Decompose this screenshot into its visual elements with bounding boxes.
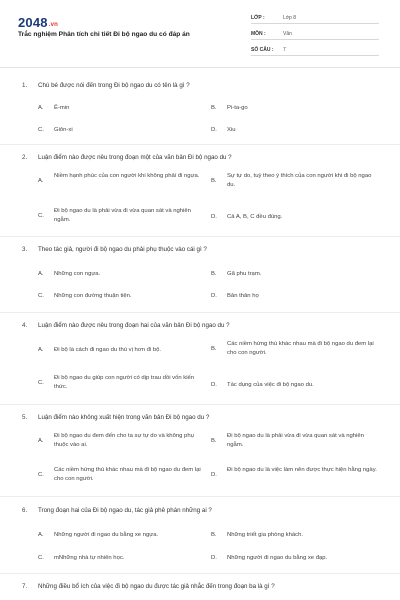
site-logo[interactable] bbox=[18, 15, 58, 30]
page-header bbox=[0, 0, 400, 66]
info-label: SỐ CÂU : bbox=[251, 47, 274, 53]
option-text: mNhững nhà tự nhiên học. bbox=[54, 555, 125, 561]
question-number: 2. bbox=[22, 154, 28, 161]
question-divider bbox=[0, 236, 400, 237]
option-text: Đi bộ ngao du là phải vừa đi vừa quan sát và nghiên ngẫm. bbox=[54, 208, 191, 224]
option-letter: A. bbox=[38, 347, 44, 353]
option-letter: D. bbox=[211, 472, 217, 478]
option-letter: A. bbox=[38, 438, 44, 444]
option-letter: C. bbox=[38, 213, 44, 219]
info-divider bbox=[251, 39, 379, 40]
question-number: 1. bbox=[22, 82, 28, 89]
option-letter: D. bbox=[211, 293, 217, 299]
question-text: Luận điểm nào được nêu trong đoạn hai của văn bản Đi bộ ngao du ? bbox=[38, 322, 230, 329]
option-text: Những con đường thuận tiện. bbox=[54, 293, 132, 299]
logo-suffix: .vn bbox=[48, 22, 59, 28]
info-divider bbox=[251, 23, 379, 24]
option-text: Các niềm hứng thú khác nhau mà đi bộ ngao du đem lại cho con người. bbox=[227, 341, 374, 357]
option-text: Các niềm hứng thú khác nhau mà đi bộ ngao du đem lại cho con người. bbox=[54, 467, 201, 483]
option-text: Những người đi ngao du bằng xe đạp. bbox=[227, 555, 328, 561]
question-divider bbox=[0, 312, 400, 313]
option-text: Đi bộ ngao du giúp con người có dịp trau dồi vốn kiến thức. bbox=[54, 375, 195, 391]
option-text: Cả A, B, C đều đúng. bbox=[227, 214, 283, 220]
option-text: Giôn-xi bbox=[54, 127, 73, 133]
question-number: 6. bbox=[22, 507, 28, 514]
option-text: Đi bộ ngao du là phải vừa đi vừa quan sát và nghiên ngẫm. bbox=[227, 433, 364, 449]
option-letter: C. bbox=[38, 380, 44, 386]
info-divider bbox=[251, 55, 379, 56]
option-letter: D. bbox=[211, 555, 217, 561]
option-letter: A. bbox=[38, 105, 44, 111]
question-number: 7. bbox=[22, 583, 28, 590]
question-divider bbox=[0, 144, 400, 145]
question-divider bbox=[0, 573, 400, 574]
option-text: Bản thân họ bbox=[227, 293, 259, 299]
option-text: Đi bộ ngao du đem đến cho ta sự tự do và không phụ thuộc vào ai. bbox=[54, 433, 194, 449]
question-text: Những điều bổ ích của việc đi bộ ngao du được tác giả nhắc đến trong đoạn ba là gì ? bbox=[38, 583, 275, 590]
option-text: Ê-min bbox=[54, 105, 70, 111]
option-text: Những người đi ngao du bằng xe ngựa. bbox=[54, 532, 159, 538]
option-letter: C. bbox=[38, 472, 44, 478]
option-text: Xiu bbox=[227, 127, 236, 133]
question-text: Chú bé được nói đến trong Đi bộ ngao du có tên là gì ? bbox=[38, 82, 190, 89]
option-text: Niềm hạnh phúc của con người khi không phải đi ngựa. bbox=[54, 173, 200, 179]
option-text: Đi bộ ngao du là việc làm nên được thực hiện hằng ngày. bbox=[227, 467, 377, 473]
info-label: MÔN : bbox=[251, 31, 266, 37]
question-text: Theo tác giả, người đi bộ ngao du phải phụ thuộc vào cái gì ? bbox=[38, 246, 207, 253]
info-value: Lớp 8 bbox=[283, 15, 297, 21]
question-number: 4. bbox=[22, 322, 28, 329]
option-letter: D. bbox=[211, 382, 217, 388]
option-letter: B. bbox=[211, 105, 217, 111]
option-letter: C. bbox=[38, 127, 44, 133]
option-text: Sự tự do, tuỳ theo ý thích của con người khi đi bộ ngao du. bbox=[227, 173, 372, 189]
option-text: Những con ngựa. bbox=[54, 271, 101, 277]
option-letter: B. bbox=[211, 271, 217, 277]
option-text: Pi-ta-go bbox=[227, 105, 248, 111]
question-text: Luận điểm nào được nêu trong đoạn một của văn bản Đi bộ ngao du ? bbox=[38, 154, 232, 161]
option-letter: B. bbox=[211, 346, 217, 352]
option-text: Đi bộ là cách đi ngao du thú vị hơn đi bộ. bbox=[54, 347, 162, 353]
info-label: LỚP : bbox=[251, 15, 265, 21]
option-letter: B. bbox=[211, 178, 217, 184]
question-number: 5. bbox=[22, 414, 28, 421]
info-value: 7 bbox=[283, 47, 286, 53]
option-letter: C. bbox=[38, 293, 44, 299]
option-letter: A. bbox=[38, 532, 44, 538]
document-title: Trắc nghiệm Phân tích chi tiết Đi bộ ngao du có đáp án bbox=[18, 31, 190, 38]
option-letter: B. bbox=[211, 532, 217, 538]
option-letter: D. bbox=[211, 214, 217, 220]
question-divider bbox=[0, 496, 400, 497]
option-letter: C. bbox=[38, 555, 44, 561]
option-text: Tác dụng của việc đi bộ ngao du. bbox=[227, 382, 314, 388]
question-text: Luận điểm nào không xuất hiện trong văn bản Đi bộ ngao du ? bbox=[38, 414, 210, 421]
info-value: Văn bbox=[283, 31, 292, 37]
option-letter: A. bbox=[38, 271, 44, 277]
option-letter: D. bbox=[211, 127, 217, 133]
option-text: Gã phu trạm. bbox=[227, 271, 262, 277]
header-divider bbox=[0, 67, 400, 68]
logo-main: 2048 bbox=[18, 15, 48, 30]
option-text: Những triết gia phòng khách. bbox=[227, 532, 303, 538]
question-number: 3. bbox=[22, 246, 28, 253]
question-text: Trong đoạn hai của Đi bộ ngao du, tác giả phê phán những ai ? bbox=[38, 507, 212, 514]
option-letter: B. bbox=[211, 438, 217, 444]
question-divider bbox=[0, 404, 400, 405]
option-letter: A. bbox=[38, 178, 44, 184]
